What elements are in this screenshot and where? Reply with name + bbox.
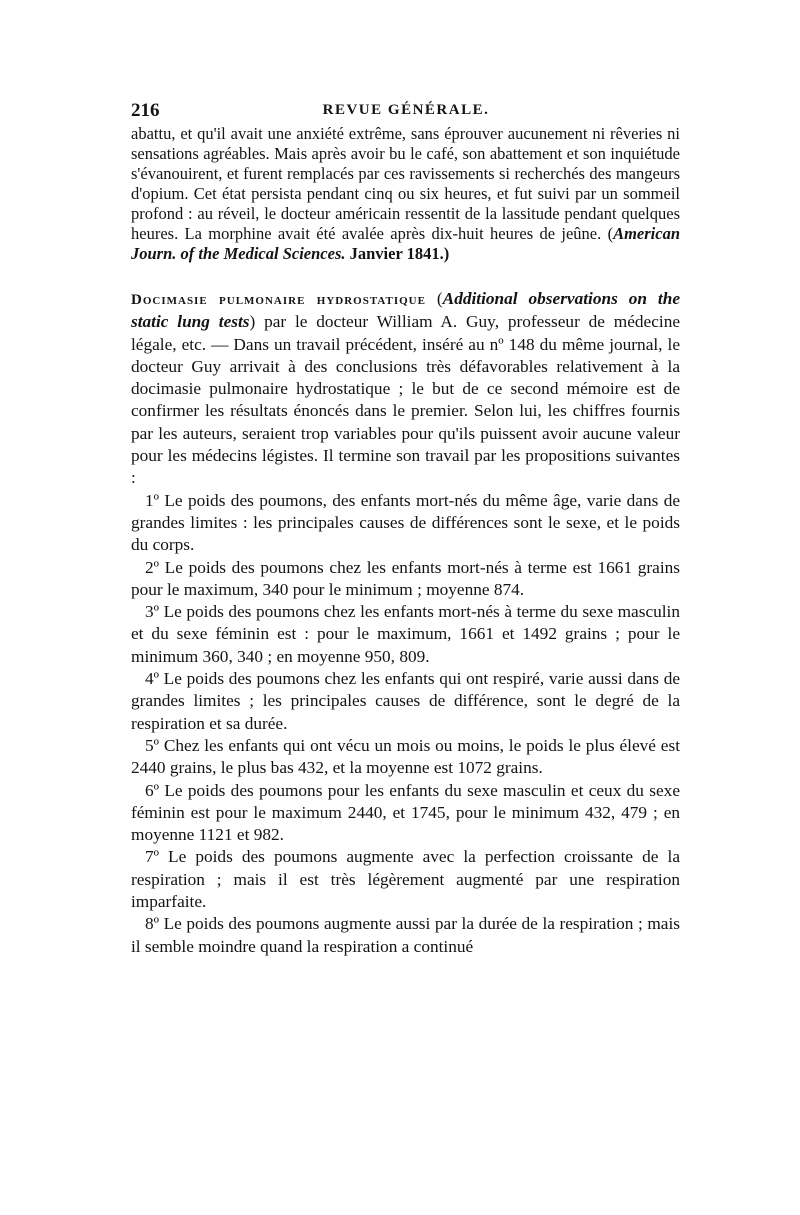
proposition-2: 2º Le poids des poumons chez les enfants mort-nés à terme est 1661 grains pour le maximum, 340 pour le minimum ; moyenne 874. bbox=[131, 557, 680, 599]
section-title: Docimasie pulmonaire hydrostatique bbox=[131, 292, 426, 308]
proposition-6: 6º Le poids des poumons pour les enfants du sexe masculin et ceux du sexe féminin est pour le maximum 2440, et 1745, pour le minimum 432, 479 ; en moyenne 1121 et 982. bbox=[131, 780, 680, 845]
page-number: 216 bbox=[131, 100, 160, 121]
citation-date: Janvier 1841.) bbox=[345, 244, 450, 263]
proposition-8: 8º Le poids des poumons augmente aussi par la durée de la respiration ; mais il semble moindre quand la respiration a continué bbox=[131, 914, 680, 956]
intro-text: abattu, et qu'il avait une anxiété extrême, sans éprouver aucunement ni rêveries ni sensations agréables. Mais après avoir bu le café, son abattement et son inquiétude s'évanouirent, et furent remplacés par ces ravissements si recherchés des mangeurs d'opium. Cet état persista pendant cinq ou six heures, et fut suivi par un sommeil profond : au réveil, le docteur américain ressentit de la lassitude pendant quelques heures. La morphine avait été avalée après dix-huit heures de jeûne. ( bbox=[131, 124, 680, 243]
proposition-7: 7º Le poids des poumons augmente avec la perfection croissante de la respiration ; mais il est très légèrement augmenté par une respiration imparfaite. bbox=[131, 847, 680, 912]
section-text: ) par le docteur William A. Guy, professeur de médecine légale, etc. — Dans un travail précédent, inséré au nº 148 du même journal, le docteur Guy arrivait à des conclusions très défavorables relativement à la docimasie pulmonaire hydrostatique ; le but de ce second mémoire est de confirmer les résultats énoncés dans le premier. Selon lui, les chiffres fournis par les auteurs, seraient trop variables pour qu'ils puissent avoir aucune valeur pour les médecins légistes. Il termine son travail par les propositions suivantes : bbox=[131, 312, 681, 488]
proposition-5: 5º Chez les enfants qui ont vécu un mois ou moins, le poids le plus élevé est 2440 grains, le plus bas 432, et la moyenne est 1072 grains. bbox=[131, 735, 680, 778]
running-head: REVUE GÉNÉRALE. bbox=[322, 102, 490, 118]
section-subtitle: Additional observations on the static lung tests bbox=[131, 289, 681, 332]
page-header bbox=[131, 100, 681, 124]
body-text bbox=[131, 124, 680, 958]
proposition-1: 1º Le poids des poumons, des enfants mort-nés du même âge, varie dans de grandes limites : les principales causes de différences sont le sexe, et le poids du corps. bbox=[131, 490, 680, 555]
proposition-3: 3º Le poids des poumons chez les enfants mort-nés à terme du sexe masculin et du sexe féminin est : pour le maximum, 1661 et 1492 grains ; pour le minimum 360, 340 ; en moyenne 950, 809. bbox=[131, 602, 680, 666]
proposition-4: 4º Le poids des poumons chez les enfants qui ont respiré, varie aussi dans de grandes limites ; les principales causes de différence, sont le degré de la respiration et sa durée. bbox=[131, 669, 680, 733]
intro-paragraph bbox=[131, 124, 680, 264]
section-paragraph bbox=[131, 288, 680, 490]
paren-open: ( bbox=[425, 289, 443, 308]
journal-citation: American Journ. of the Medical Sciences. bbox=[131, 224, 680, 263]
